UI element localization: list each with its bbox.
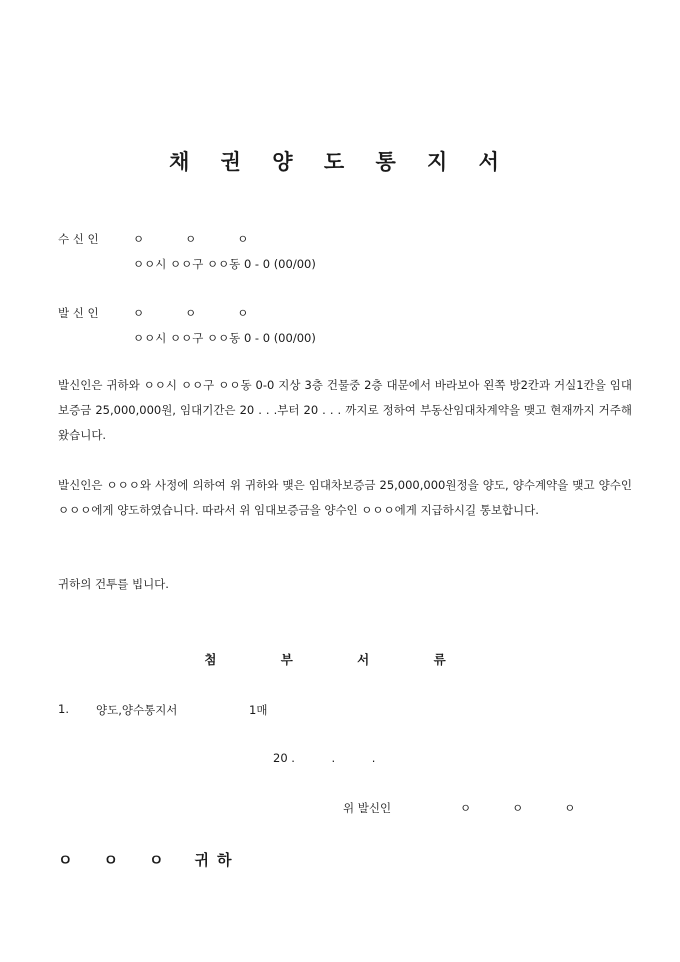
attachment-count: 1매 [249,703,268,717]
addressee-line: ㅇ ㅇ ㅇ 귀하 [58,851,240,869]
sender-name: ㅇ ㅇ ㅇ [133,306,255,320]
body-paragraph-3: 귀하의 건투를 빕니다. [58,577,169,591]
attachments-title: 첨 부 서 류 [204,652,476,667]
attachment-number: 1. [58,702,69,716]
document-title: 채 권 양 도 통 지 서 [169,149,511,174]
receiver-label: 수 신 인 [58,232,99,246]
sender-label: 발 신 인 [58,306,99,320]
receiver-address: ㅇㅇ시 ㅇㅇ구 ㅇㅇ동 0 - 0 (00/00) [133,257,316,271]
sender-address: ㅇㅇ시 ㅇㅇ구 ㅇㅇ동 0 - 0 (00/00) [133,331,316,345]
receiver-name: ㅇ ㅇ ㅇ [133,232,255,246]
body-paragraph-1: 발신인은 귀하와 ㅇㅇ시 ㅇㅇ구 ㅇㅇ동 0-0 지상 3층 건물중 2층 대문에서 바라보아 왼쪽 방2칸과 거실1칸을 임대보증금 25,000,000원, 임대기간은 20 . . .부터 20 . . . 까지로 정하여 부동산임대차계약을 맺고 현재까지 거주해 왔습니다. [58,378,632,442]
signature-name: ㅇ ㅇ ㅇ [460,801,582,815]
attachment-name: 양도,양수통지서 [96,703,178,717]
document-date: 20 . . . [273,751,376,765]
signature-label: 위 발신인 [343,801,392,815]
body-paragraph-2: 발신인은 ㅇㅇㅇ와 사정에 의하여 위 귀하와 맺은 임대차보증금 25,000,000원정을 양도, 양수계약을 맺고 양수인 ㅇㅇㅇ에게 양도하였습니다. 따라서 위 임대보증금을 양수인 ㅇㅇㅇ에게 지급하시길 통보합니다. [58,478,632,517]
